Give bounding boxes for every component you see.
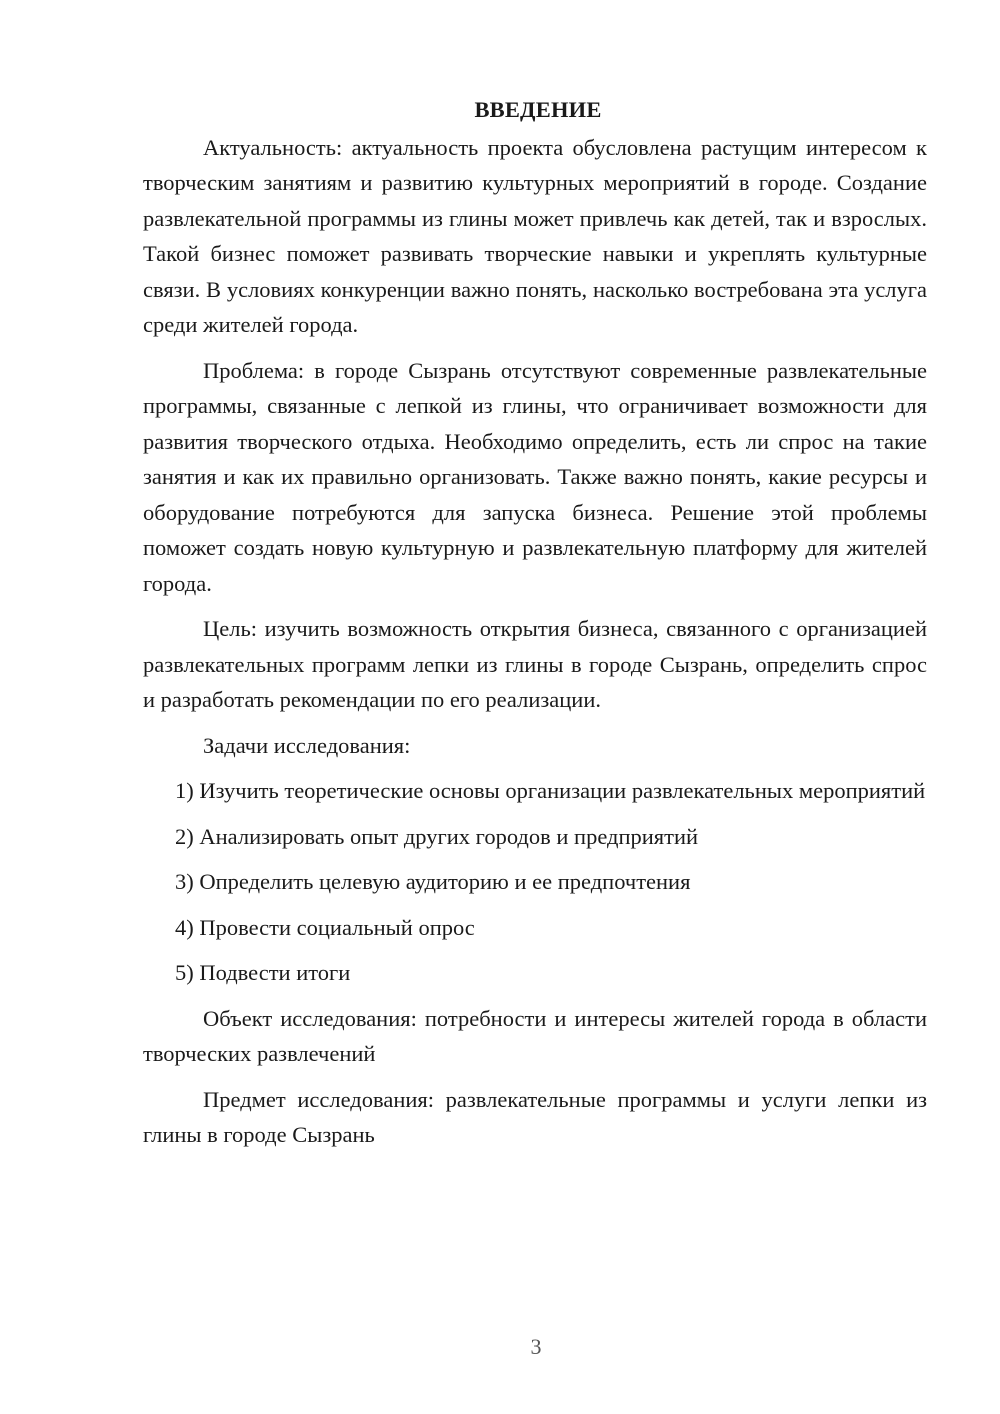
tasks-heading: Задачи исследования: [203, 732, 411, 758]
task-item: 1) Изучить теоретические основы организации развлекательных мероприятий [175, 778, 926, 803]
task-item: 4) Провести социальный опрос [175, 914, 475, 940]
relevance-paragraph: Актуальность: актуальность проекта обусловлена растущим интересом к творческим занятиям и развитию культурных мероприятий в городе. Создание развлекательной программы из глины может привлечь как детей, так и взрослых. Такой бизнес поможет развивать творческие навыки и укреплять культурные связи. В условиях конкуренции важно понять, насколько востребована эта услуга среди жителей города. [143, 134, 927, 337]
document-title: ВВЕДЕНИЕ [474, 97, 602, 122]
task-item: 2) Анализировать опыт других городов и предприятий [175, 823, 699, 849]
goal-paragraph: Цель: изучить возможность открытия бизнеса, связанного с организацией развлекательных программ лепки из глины в городе Сызрань, определить спрос и разработать рекомендации по его реализации. [143, 616, 927, 712]
subject-paragraph: Предмет исследования: развлекательные программы и услуги лепки из глины в городе Сызрань [143, 1086, 927, 1147]
task-item: 3) Определить целевую аудиторию и ее предпочтения [175, 869, 691, 894]
page-number: 3 [530, 1334, 542, 1359]
tasks-list [143, 773, 927, 991]
problem-paragraph: Проблема: в городе Сызрань отсутствуют современные развлекательные программы, связанные с лепкой из глины, что ограничивает возможности для развития творческого отдыха. Необходимо определить, есть ли спрос на такие занятия и как их правильно организовать. Также важно понять, какие ресурсы и оборудование потребуются для запуска бизнеса. Решение этой проблемы поможет создать новую культурную и развлекательную платформу для жителей города. [143, 357, 927, 596]
task-item: 5) Подвести итоги [175, 960, 351, 985]
object-paragraph: Объект исследования: потребности и интересы жителей города в области творческих развлечений [143, 1005, 927, 1066]
page-content [143, 92, 927, 1163]
